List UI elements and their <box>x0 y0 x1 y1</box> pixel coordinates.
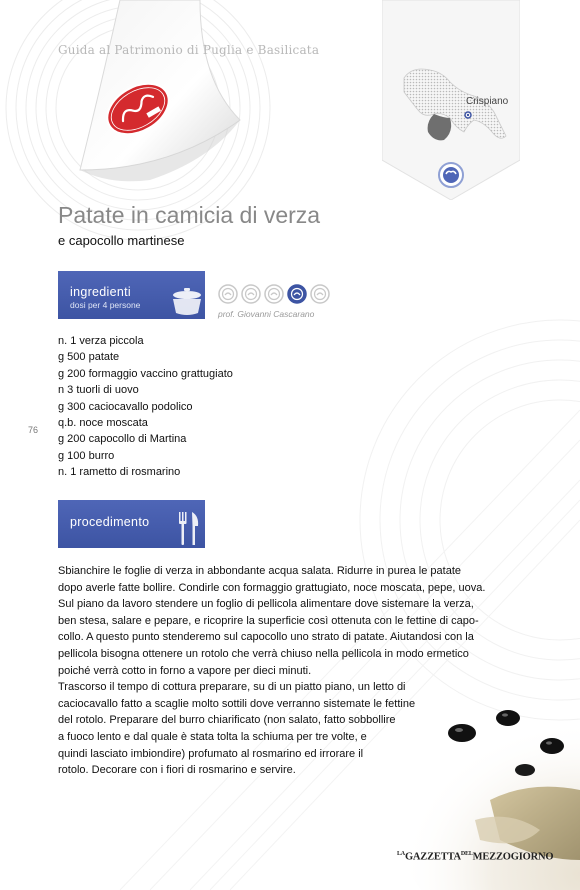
procedure-header <box>58 500 205 548</box>
pantaleo-logo <box>103 74 173 144</box>
cooking-pot-icon <box>170 283 204 317</box>
procedure-line: ben stesa, salare e pepare, e ricoprire la superficie così ottenuta con le fettine di capo- <box>58 614 479 627</box>
chef-name: prof. Giovanni Cascarano <box>218 309 315 319</box>
ingredient-item: g 300 caciocavallo podolico <box>58 400 193 413</box>
ingredient-item: n 3 tuorli di uovo <box>58 384 139 397</box>
procedure-line: poiché verrà cotto in forno a vapore per dieci minuti. <box>58 664 312 677</box>
difficulty-icon <box>219 285 237 303</box>
ingredient-item: n. 1 rametto di rosmarino <box>58 466 181 479</box>
procedure-line: Trascorso il tempo di cottura preparare, su di un piatto piano, un letto di <box>58 681 406 694</box>
ingredient-item: g 500 patate <box>58 351 120 364</box>
procedure-line: del rotolo. Preparare del burro chiarificato (non salato, fatto sobbollire <box>58 714 396 727</box>
page-number: 76 <box>28 425 39 435</box>
ingredients-list <box>58 333 233 481</box>
recipe-subtitle: e capocollo martinese <box>58 233 185 248</box>
procedure-line: dopo averle fatte bollire. Condirle con formaggio grattugiato, noce moscata, pepe, uova. <box>58 581 486 594</box>
publisher-logo <box>397 851 553 863</box>
procedure-line: Sbianchire le foglie di verza in abbondante acqua salata. Ridurre in purea le patate <box>58 565 461 577</box>
ingredients-header <box>58 271 205 319</box>
difficulty-icon <box>265 285 283 303</box>
procedure-line: pellicola bisogna ottenere un rotolo che verrà chiuso nella pellicola in modo ermetico <box>58 647 469 660</box>
publisher-prefix: LA <box>397 851 405 857</box>
publisher-name-a: GAZZETTA <box>404 851 461 863</box>
procedure-line: collo. A questo punto stenderemo sul capocollo uno strato di patate. Aiutandosi con la <box>58 631 474 644</box>
ingredient-item: q.b. noce moscata <box>58 416 148 429</box>
procedure-line: a fuoco lento e dal quale è stata tolta la schiuma per tre volte, e <box>58 730 367 743</box>
procedure-label: procedimento <box>70 515 150 529</box>
fork-knife-icon <box>176 510 202 546</box>
procedure-line: rotolo. Decorare con i fiori di rosmarino e servire. <box>58 764 296 777</box>
ingredient-item: g 100 burro <box>58 449 115 462</box>
difficulty-icon <box>288 285 306 303</box>
ingredients-label: ingredienti <box>70 285 131 299</box>
publisher-name-b: MEZZOGIORNO <box>472 851 554 863</box>
difficulty-icon <box>242 285 260 303</box>
procedure-line: Sul piano da lavoro stendere un foglio di pellicola alimentare dove sistemare la verza, <box>58 598 474 611</box>
difficulty-rating <box>218 284 338 304</box>
guide-title: Guida al Patrimonio di Puglia e Basilicata <box>58 43 320 57</box>
difficulty-icon <box>311 285 329 303</box>
ingredient-item: n. 1 verza piccola <box>58 335 144 347</box>
map-location-label: Crispiano <box>466 96 509 107</box>
procedure-line: quindi lasciato imbiondire) profumato al rosmarino ed irrorare il <box>58 747 364 760</box>
servings-label: dosi per 4 persone <box>70 300 141 310</box>
procedure-line: caciocavallo fatto a scaglie molto sottili dove verranno sistemate le fettine <box>58 697 416 710</box>
ingredient-item: g 200 formaggio vaccino grattugiato <box>58 367 233 380</box>
ingredient-item: g 200 capocollo di Martina <box>58 433 187 446</box>
recipe-title: Patate in camicia di verza <box>58 202 321 228</box>
publisher-mid: DEL <box>460 851 473 857</box>
